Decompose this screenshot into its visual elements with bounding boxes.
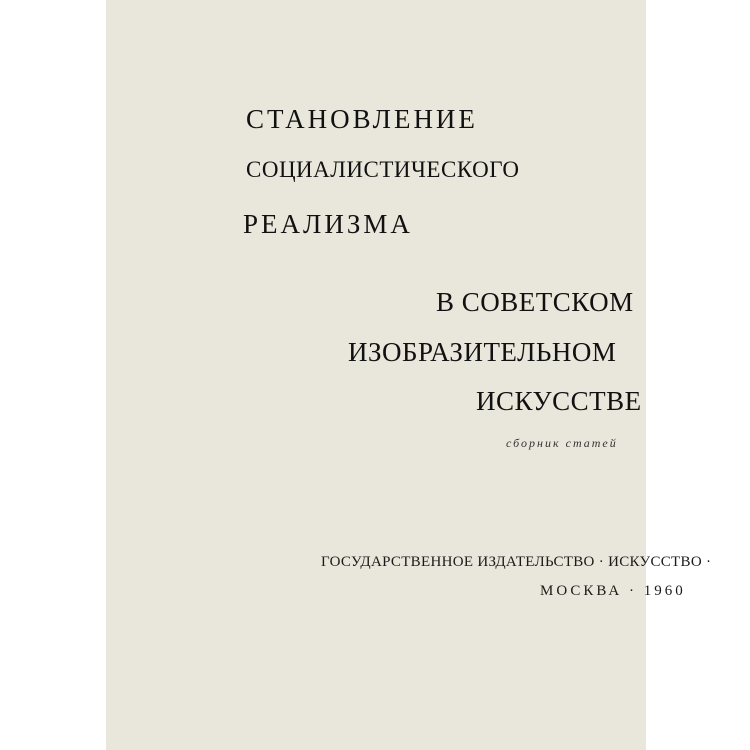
title-line-2: СОЦИАЛИСТИЧЕСКОГО	[246, 157, 520, 182]
subtitle: сборник статей	[506, 436, 618, 450]
imprint-line: МОСКВА · 1960	[540, 583, 686, 599]
title-line-6: ИСКУССТВЕ	[476, 386, 642, 416]
publisher-line: ГОСУДАРСТВЕННОЕ ИЗДАТЕЛЬСТВО · ИСКУССТВО ·	[321, 554, 712, 570]
title-line-4: В СОВЕТСКОМ	[436, 287, 634, 317]
title-line-3: РЕАЛИЗМА	[243, 209, 413, 239]
title-page-sheet	[106, 0, 712, 750]
title-line-5: ИЗОБРАЗИТЕЛЬНОМ	[348, 337, 617, 367]
title-line-1: СТАНОВЛЕНИЕ	[246, 104, 478, 134]
